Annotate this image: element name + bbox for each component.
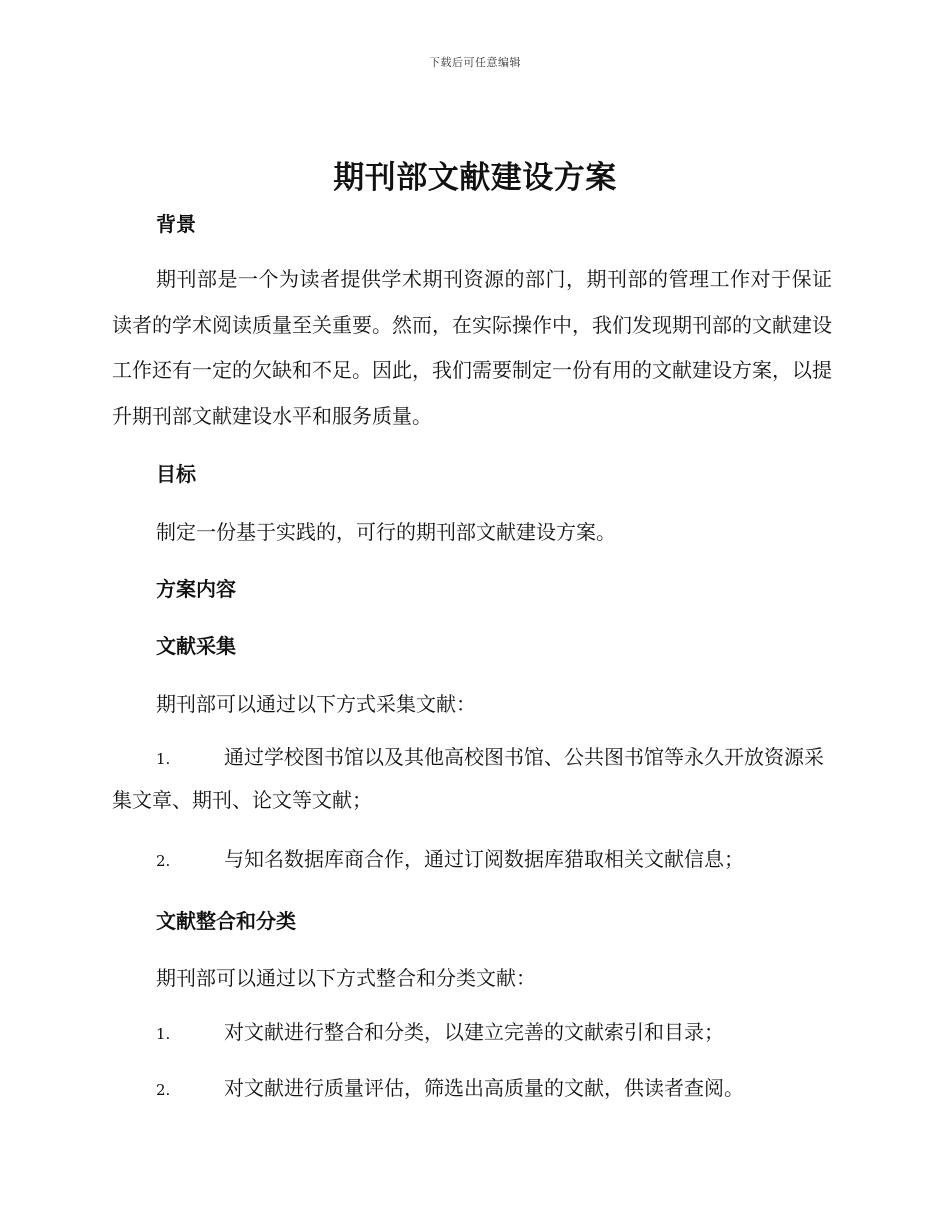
section-heading-content: 方案内容 <box>156 577 236 601</box>
list-item-text: 对文献进行质量评估，筛选出高质量的文献，供读者查阅。 <box>224 1076 744 1100</box>
list-number: 1. <box>156 750 171 768</box>
integration-intro: 期刊部可以通过以下方式整合和分类文献： <box>156 966 536 990</box>
background-paragraph: 期刊部是一个为读者提供学术期刊资源的部门，期刊部的管理工作对于保证读者的学术阅读质量至关重要。然而，在实际操作中，我们发现期刊部的文献建设工作还有一定的欠缺和不足。因此，我们需要制定一份有用的文献建设方案，以提升期刊部文献建设水平和服务质量。 <box>112 267 832 428</box>
document-title: 期刊部文献建设方案 <box>333 160 617 196</box>
list-item-text: 通过学校图书馆以及其他高校图书馆、公共图书馆等永久开放资源采集文章、期刊、论文等文献； <box>112 745 824 812</box>
list-number: 2. <box>156 852 171 870</box>
list-item <box>112 1067 832 1110</box>
list-item <box>112 1011 832 1054</box>
section-heading-collection: 文献采集 <box>156 634 236 658</box>
list-item <box>112 736 832 822</box>
list-number: 1. <box>156 1025 171 1043</box>
list-item <box>112 838 832 881</box>
section-heading-goal: 目标 <box>156 462 196 486</box>
goal-paragraph: 制定一份基于实践的，可行的期刊部文献建设方案。 <box>156 520 616 544</box>
section-heading-background: 背景 <box>156 212 196 236</box>
list-item-text: 对文献进行整合和分类，以建立完善的文献索引和目录； <box>224 1020 724 1044</box>
section-heading-integration: 文献整合和分类 <box>156 909 296 933</box>
header-note: 下载后可任意编辑 <box>429 56 521 69</box>
collection-intro: 期刊部可以通过以下方式采集文献： <box>156 692 476 716</box>
list-item-text: 与知名数据库商合作，通过订阅数据库猎取相关文献信息； <box>224 847 744 871</box>
list-number: 2. <box>156 1081 171 1099</box>
